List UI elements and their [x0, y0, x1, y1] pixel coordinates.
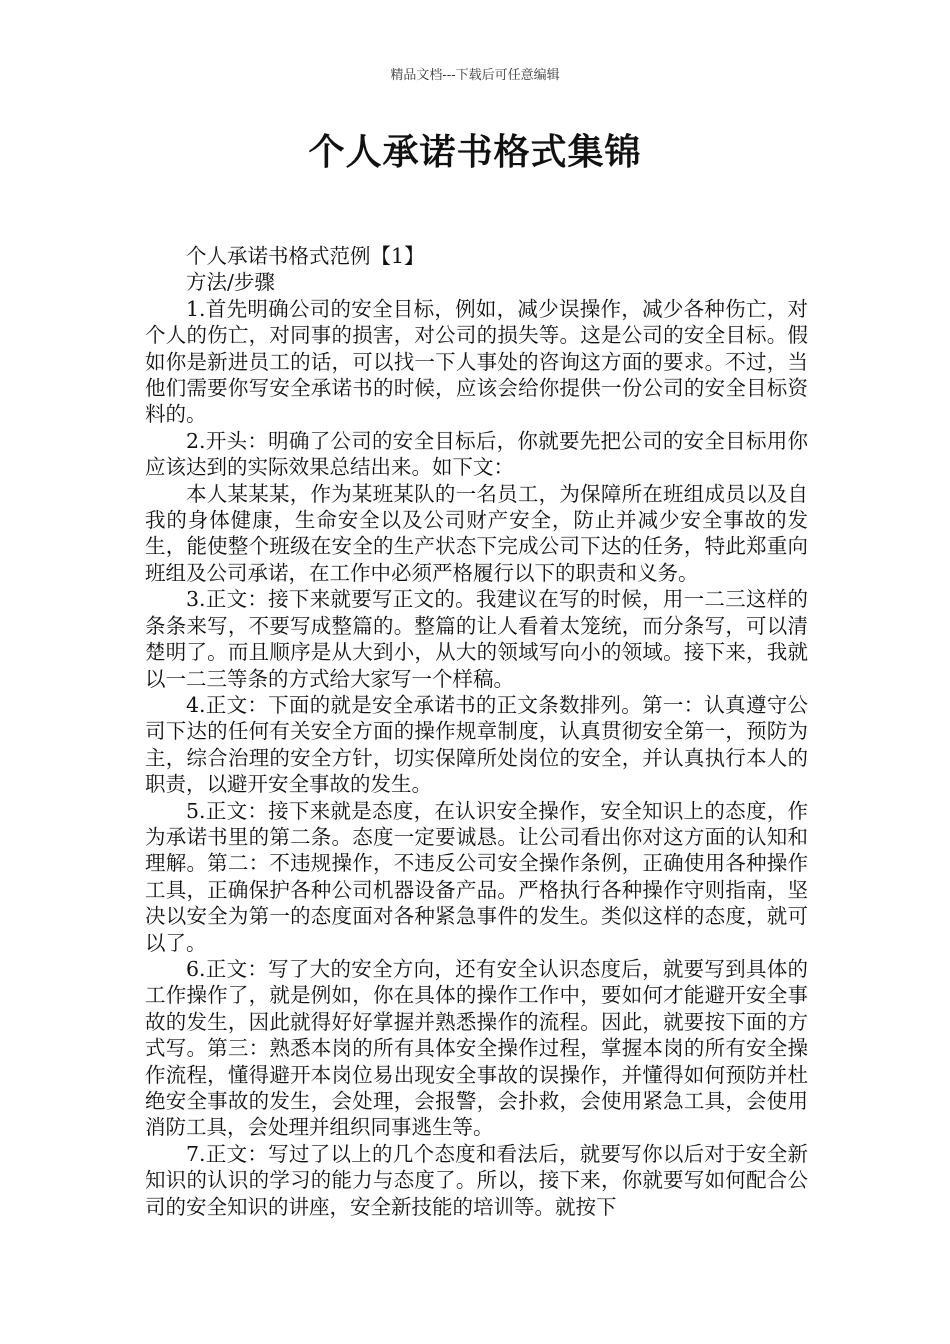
paragraph-step-7: 7.正文：写过了以上的几个态度和看法后，就要写你以后对于安全新知识的认识的学习的能力与态度了。所以，接下来，你就要写如何配合公司的安全知识的讲座，安全新技能的培训等。就按下 [145, 1141, 808, 1219]
document-body [145, 243, 808, 1220]
paragraph-step-3: 3.正文：接下来就要写正文的。我建议在写的时候，用一二三这样的条条来写，不要写成整篇的。整篇的让人看着太笼统，而分条写，可以清楚明了。而且顺序是从大到小，从大的领域写向小的领域。接下来，我就以一二三等条的方式给大家写一个样稿。 [145, 587, 808, 691]
page-header-note: 精品文档---下载后可任意编辑 [390, 68, 560, 83]
paragraph-step-4: 4.正文：下面的就是安全承诺书的正文条数排列。第一：认真遵守公司下达的任何有关安全方面的操作规章制度，认真贯彻安全第一，预防为主，综合治理的安全方针，切实保障所处岗位的安全，并认真执行本人的职责，以避开安全事故的发生。 [145, 692, 808, 797]
paragraph-example-heading: 个人承诺书格式范例【1】 [186, 244, 425, 268]
paragraph-step-6: 6.正文：写了大的安全方向，还有安全认识态度后，就要写到具体的工作操作了，就是例如，你在具体的操作工作中，要如何才能避开安全事故的发生，因此就得好好掌握并熟悉操作的流程。因此，就要按下面的方式写。第三：熟悉本岗的所有具体安全操作过程，掌握本岗的所有安全操作流程，懂得避开本岗位易出现安全事故的误操作，并懂得如何预防并杜绝安全事故的发生，会处理，会报警，会扑救，会使用紧急工具，会使用消防工具，会处理并组织同事逃生等。 [145, 956, 808, 1140]
paragraph-step-5: 5.正文：接下来就是态度，在认识安全操作，安全知识上的态度，作为承诺书里的第二条。态度一定要诚恳。让公司看出你对这方面的认知和理解。第二：不违规操作，不违反公司安全操作条例，正确使用各种操作工具，正确保护各种公司机器设备产品。严格执行各种操作守则指南，坚决以安全为第一的态度面对各种紧急事件的发生。类似这样的态度，就可以了。 [145, 798, 808, 955]
paragraph-sample-opening: 本人某某某，作为某班某队的一名员工，为保障所在班组成员以及自我的身体健康，生命安全以及公司财产安全，防止并减少安全事故的发生，能使整个班级在安全的生产状态下完成公司下达的任务，特此郑重向班组及公司承诺，在工作中必须严格履行以下的职责和义务。 [145, 481, 808, 585]
paragraph-method-heading: 方法/步骤 [186, 270, 275, 295]
paragraph-step-1: 1.首先明确公司的安全目标，例如，减少误操作，减少各种伤亡，对个人的伤亡，对同事的损害，对公司的损失等。这是公司的安全目标。假如你是新进员工的话，可以找一下人事处的咨询这方面的要求。不过，当他们需要你写安全承诺书的时候，应该会给你提供一份公司的安全目标资料的。 [145, 296, 808, 427]
paragraph-step-2: 2.开头：明确了公司的安全目标后，你就要先把公司的安全目标用你应该达到的实际效果总结出来。如下文： [145, 428, 808, 480]
document-title: 个人承诺书格式集锦 [308, 132, 642, 173]
